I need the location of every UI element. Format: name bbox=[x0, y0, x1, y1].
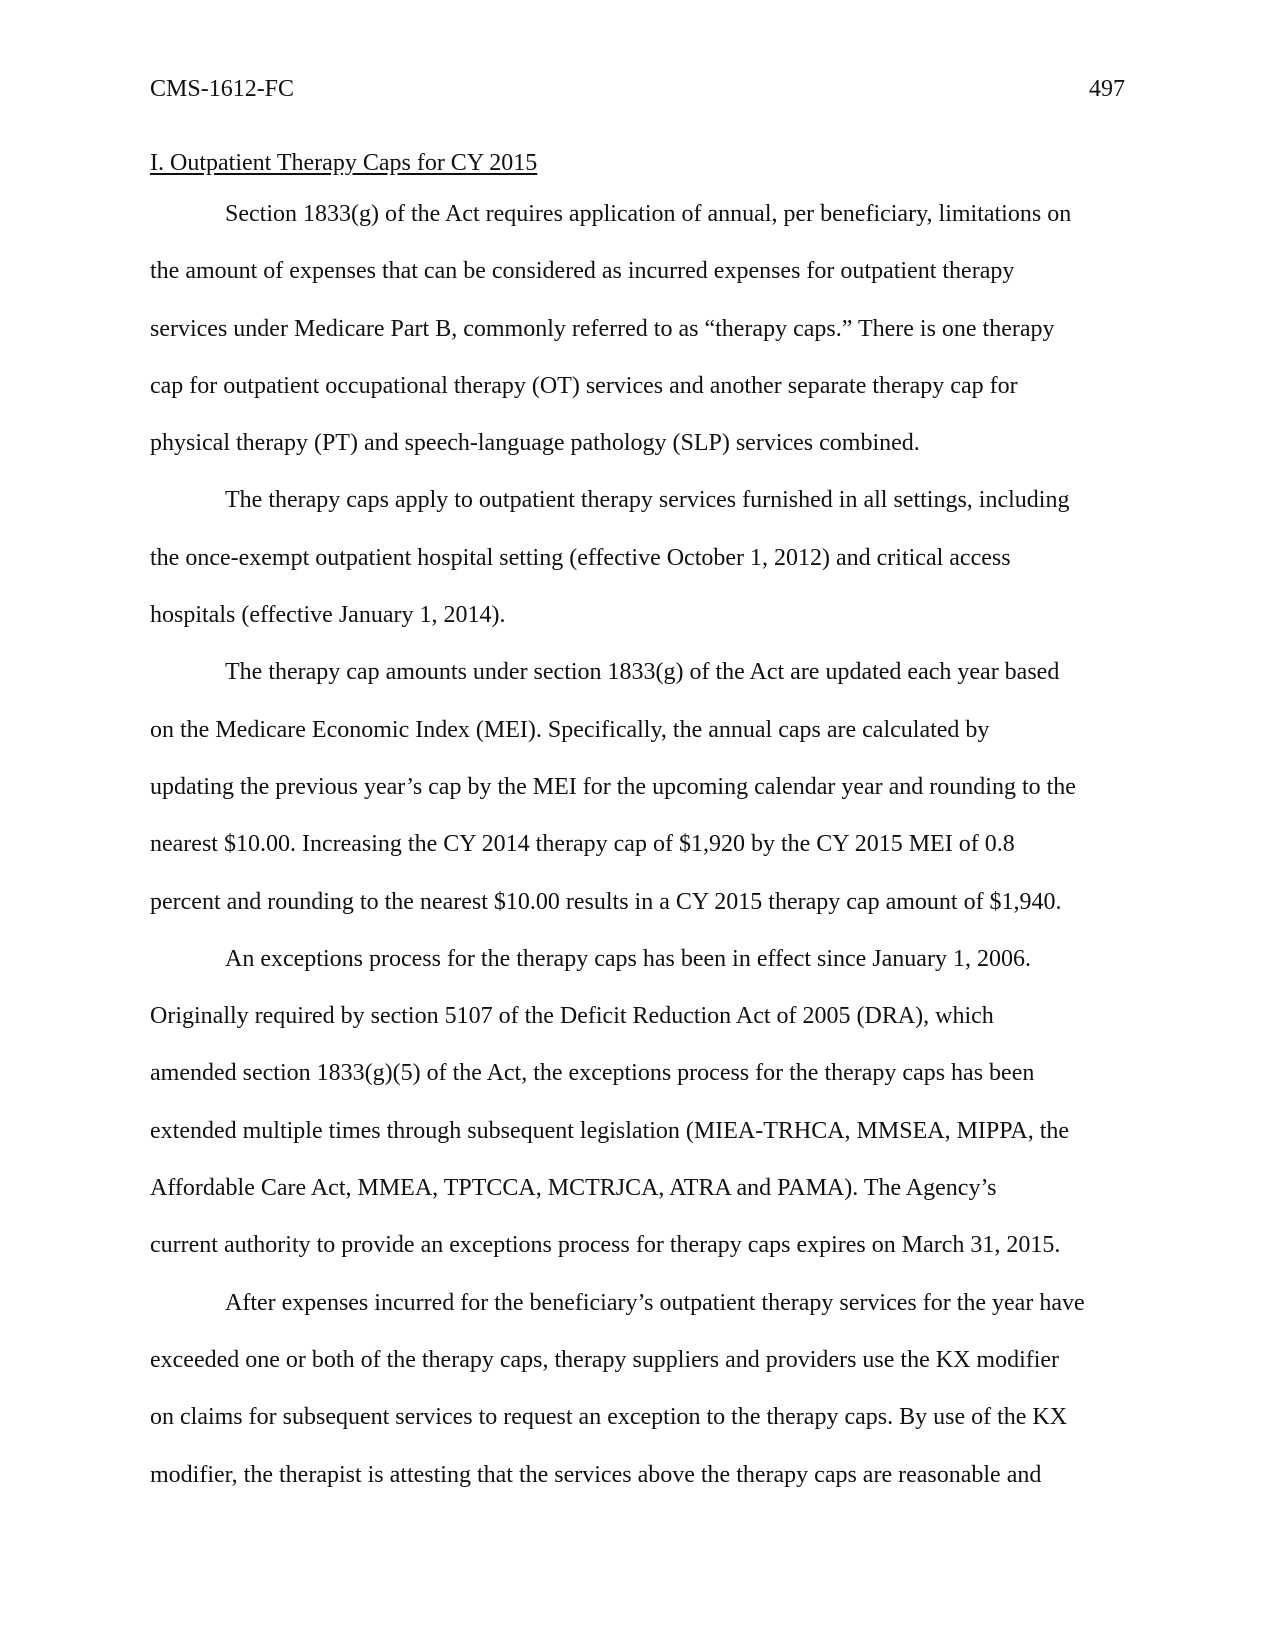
text-line: on claims for subsequent services to request an exception to the therapy caps. By use of the KX bbox=[150, 1404, 1068, 1431]
text-line: The therapy caps apply to outpatient therapy services furnished in all settings, including bbox=[225, 487, 1070, 514]
text-line: the once-exempt outpatient hospital setting (effective October 1, 2012) and critical access bbox=[150, 544, 1011, 571]
text-line: Affordable Care Act, MMEA, TPTCCA, MCTRJCA, ATRA and PAMA). The Agency’s bbox=[150, 1175, 997, 1202]
text-line: updating the previous year’s cap by the MEI for the upcoming calendar year and rounding to the bbox=[150, 773, 1076, 800]
text-line: on the Medicare Economic Index (MEI). Specifically, the annual caps are calculated by bbox=[150, 716, 990, 743]
text-line: physical therapy (PT) and speech-language pathology (SLP) services combined. bbox=[150, 430, 920, 457]
text-line: cap for outpatient occupational therapy (OT) services and another separate therapy cap for bbox=[150, 372, 1018, 399]
document-id: CMS-1612-FC bbox=[150, 76, 295, 102]
text-line: modifier, the therapist is attesting that the services above the therapy caps are reasonable and bbox=[150, 1461, 1042, 1488]
text-line: amended section 1833(g)(5) of the Act, the exceptions process for the therapy caps has been bbox=[150, 1060, 1035, 1087]
page-number: 497 bbox=[1089, 76, 1125, 102]
text-line: the amount of expenses that can be considered as incurred expenses for outpatient therapy bbox=[150, 258, 1015, 285]
text-line: current authority to provide an exceptions process for therapy caps expires on March 31, 2015. bbox=[150, 1232, 1061, 1259]
text-line: exceeded one or both of the therapy caps, therapy suppliers and providers use the KX modifier bbox=[150, 1346, 1060, 1373]
text-line: percent and rounding to the nearest $10.00 results in a CY 2015 therapy cap amount of $1,940. bbox=[150, 888, 1062, 915]
text-line: hospitals (effective January 1, 2014). bbox=[150, 602, 506, 629]
text-line: Section 1833(g) of the Act requires application of annual, per beneficiary, limitations on bbox=[225, 201, 1072, 227]
text-line: After expenses incurred for the beneficiary’s outpatient therapy services for the year have bbox=[225, 1289, 1085, 1316]
text-line: An exceptions process for the therapy caps has been in effect since January 1, 2006. bbox=[225, 945, 1031, 972]
text-line: Originally required by section 5107 of the Deficit Reduction Act of 2005 (DRA), which bbox=[150, 1003, 994, 1030]
text-line: The therapy cap amounts under section 1833(g) of the Act are updated each year based bbox=[225, 659, 1060, 686]
section-heading: I. Outpatient Therapy Caps for CY 2015 bbox=[150, 150, 538, 176]
text-line: extended multiple times through subsequent legislation (MIEA-TRHCA, MMSEA, MIPPA, the bbox=[150, 1117, 1070, 1144]
body-text bbox=[150, 199, 1130, 1517]
text-line: nearest $10.00. Increasing the CY 2014 therapy cap of $1,920 by the CY 2015 MEI of 0.8 bbox=[150, 831, 1015, 858]
text-line: services under Medicare Part B, commonly referred to as “therapy caps.” There is one therapy bbox=[150, 315, 1055, 342]
